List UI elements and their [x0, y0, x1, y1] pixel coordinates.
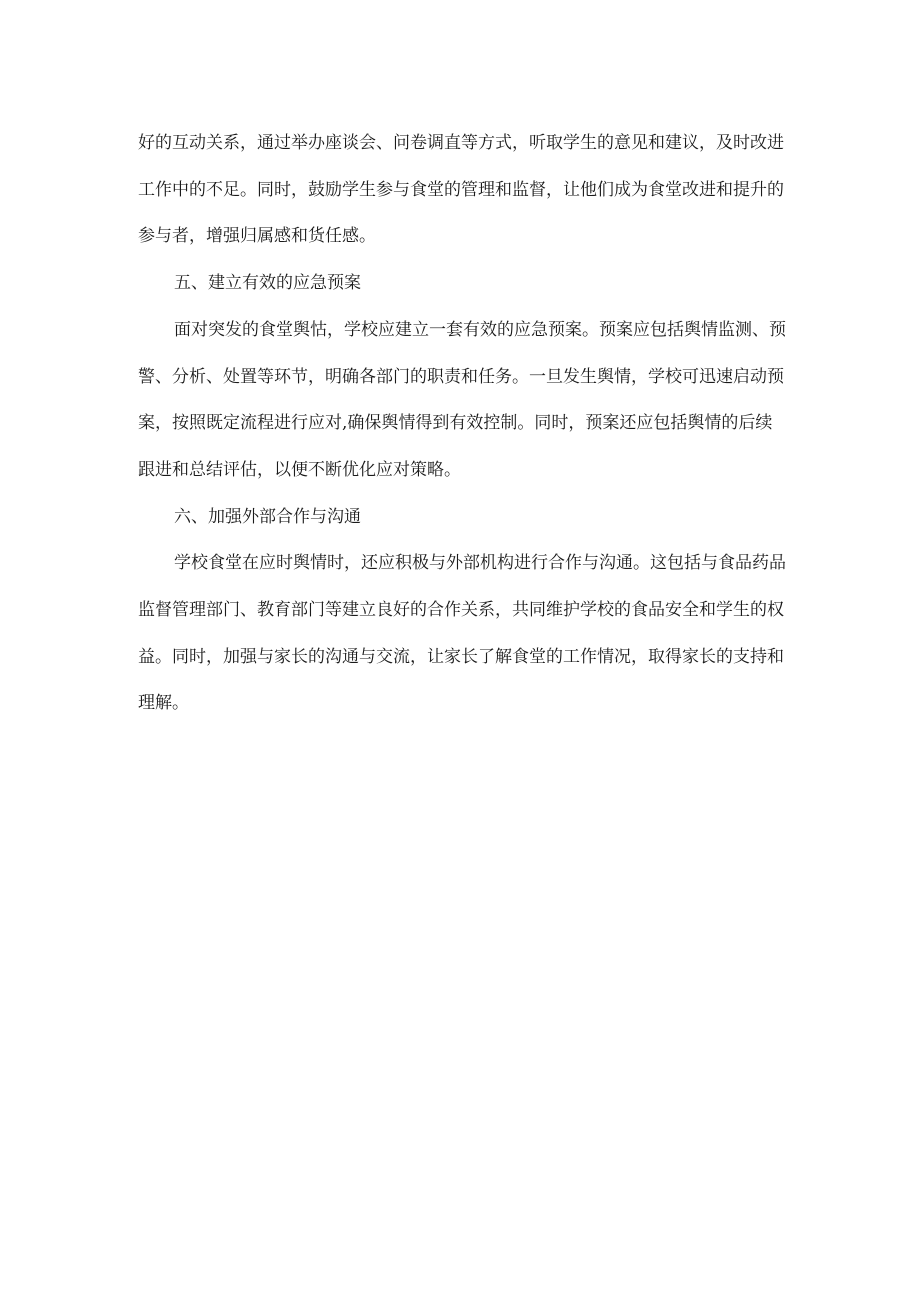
text-line: 学校食堂在应时舆情时，还应积极与外部机构进行合作与沟通。这包括与食品药品	[174, 553, 786, 574]
text-line: 好的互动关系，通过举办座谈会、问卷调直等方式，听取学生的意见和建议，及时改进	[138, 133, 784, 153]
document-body	[138, 120, 786, 727]
text-line: 监督管理部门、教育部门等建立良好的合作关系，共同维护学校的食品安全和学生的权	[138, 600, 784, 621]
paragraph-emergency-plan	[138, 307, 786, 494]
text-line: 理解。	[138, 693, 189, 714]
text-line: 案，按照既定流程进行应对,确保舆情得到有效控制。同时，预案还应包括舆情的后续	[138, 413, 773, 434]
text-line: 警、分析、处置等环节，明确各部门的职责和任务。一旦发生舆情，学校可迅速启动预	[138, 366, 784, 387]
text-line: 参与者，增强归属感和货任感。	[138, 226, 376, 247]
paragraph-external-cooperation	[138, 540, 786, 727]
text-line: 益。同时，加强与家长的沟通与交流，让家长了解食堂的工作情况，取得家长的支持和	[138, 646, 784, 667]
text-line: 工作中的不足。同时，鼓励学生参与食堂的管理和监督，让他们成为食堂改进和提升的	[138, 179, 784, 200]
section-heading-6: 六、加强外部合作与沟通	[174, 506, 361, 527]
text-line: 跟进和总结评估，以便不断优化应对策略。	[138, 459, 461, 480]
paragraph-student-engagement	[138, 120, 783, 260]
text-line: 面对突发的食堂舆怙，学校应建立一套有效的应急预案。预案应包括舆情监测、预	[174, 319, 786, 340]
section-heading-5: 五、建立有效的应急预案	[174, 273, 361, 294]
